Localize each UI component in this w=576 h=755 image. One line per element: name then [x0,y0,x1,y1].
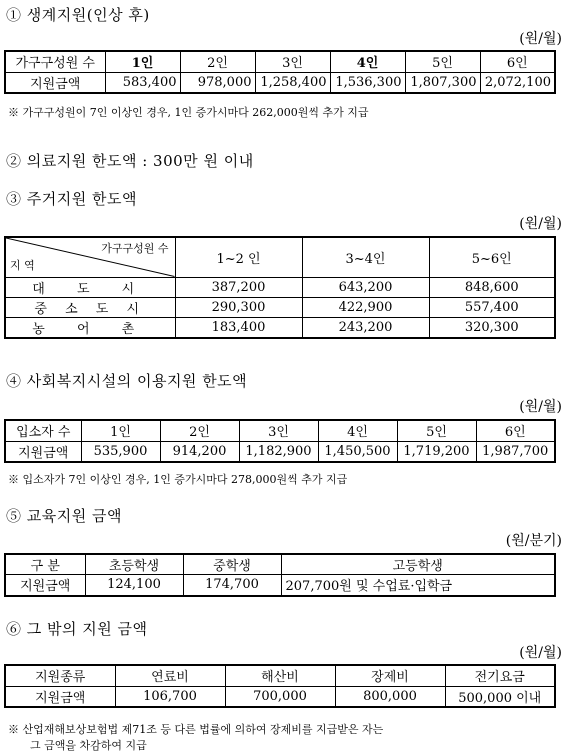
header-cell: 가구구성원 수 [5,51,105,72]
table-cell: 535,900 [81,441,160,462]
header-cell: 3인 [239,420,318,441]
section-2-title: ② 의료지원 한도액 : 300만 원 이내 [6,152,254,170]
header-cell: 입소자 수 [5,420,81,441]
education-table [4,553,556,597]
table-cell: 848,600 [429,277,555,297]
section-5-unit: (원/분기) [505,533,562,549]
section-1-note: ※ 가구구성원이 7인 이상인 경우, 1인 증가시마다 262,000원씩 추가 지급 [8,106,369,119]
table-cell: 1,987,700 [476,441,555,462]
housing-table [4,236,556,339]
header-cell: 1~2 인 [175,237,302,277]
header-cell: 장제비 [335,665,445,686]
table-cell: 320,300 [429,317,555,338]
section-6-title: ⑥ 그 밖의 지원 금액 [6,620,148,638]
header-cell: 5인 [397,420,476,441]
table-cell: 1,719,200 [397,441,476,462]
section-6-note-cont: 그 금액을 차감하여 지급 [30,739,147,752]
section-4-note: ※ 입소자가 7인 이상인 경우, 1인 증가시마다 278,000원씩 추가 지급 [8,473,348,486]
header-cell: 6인 [476,420,555,441]
header-cell: 2인 [160,420,239,441]
table-header-row [5,665,555,686]
header-cell: 1인 [81,420,160,441]
table-cell: 1,182,900 [239,441,318,462]
header-cell: 해산비 [225,665,335,686]
header-cell: 고등학생 [281,554,555,575]
table-cell: 800,000 [335,686,445,707]
welfare-facility-table [4,419,556,463]
table-cell: 583,400 [105,72,180,93]
section-3-unit: (원/월) [519,216,562,232]
table-header-row [5,237,555,277]
section-4-unit: (원/월) [519,399,562,415]
row-label: 지원금액 [5,72,105,93]
section-1-title: ① 생계지원(인상 후) [6,6,150,24]
table-cell: 1,450,500 [318,441,397,462]
table-row [5,575,555,596]
header-cell: 중학생 [183,554,281,575]
table-cell: 106,700 [115,686,225,707]
table-cell: 914,200 [160,441,239,462]
livelihood-table [4,50,556,94]
row-label: 지원금액 [5,686,115,707]
table-cell: 557,400 [429,297,555,317]
header-cell: 5~6인 [429,237,555,277]
row-label: 지원금액 [5,441,81,462]
corner-bottom-label: 지 역 [10,258,35,272]
table-cell: 500,000 이내 [445,686,555,707]
diagonal-header-cell [5,237,175,277]
table-row [5,441,555,462]
table-cell: 387,200 [175,277,302,297]
row-label: 지원금액 [5,575,85,596]
table-row [5,297,555,317]
row-label: 중 소 도 시 [5,297,175,317]
table-cell: 1,258,400 [255,72,330,93]
table-header-row [5,554,555,575]
table-cell: 1,807,300 [405,72,480,93]
header-cell: 2인 [180,51,255,72]
header-cell: 구 분 [5,554,85,575]
table-header-row [5,420,555,441]
table-header-row [5,51,555,72]
table-cell: 174,700 [183,575,281,596]
table-row [5,72,555,93]
section-5-title: ⑤ 교육지원 금액 [6,507,122,525]
header-cell: 3인 [255,51,330,72]
corner-top-label: 가구구성원 수 [101,242,169,255]
section-3-title: ③ 주거지원 한도액 [6,190,137,208]
table-cell: 643,200 [302,277,429,297]
header-cell: 5인 [405,51,480,72]
table-cell: 2,072,100 [480,72,555,93]
section-6-note: ※ 산업재해보상보험법 제71조 등 다른 법률에 의하여 장제비를 지급받은 자는 [8,723,384,736]
header-cell: 전기요금 [445,665,555,686]
header-cell: 6인 [480,51,555,72]
table-cell: 1,536,300 [330,72,405,93]
row-label: 대 도 시 [5,277,175,297]
section-4-title: ④ 사회복지시설의 이용지원 한도액 [6,372,248,390]
table-cell: 124,100 [85,575,183,596]
table-row [5,686,555,707]
header-cell: 초등학생 [85,554,183,575]
table-cell: 700,000 [225,686,335,707]
header-cell: 1인 [105,51,180,72]
table-cell: 422,900 [302,297,429,317]
header-cell: 4인 [330,51,405,72]
table-row [5,277,555,297]
section-1-unit: (원/월) [519,31,562,47]
table-cell: 978,000 [180,72,255,93]
header-cell: 연료비 [115,665,225,686]
header-cell: 지원종류 [5,665,115,686]
header-cell: 3~4인 [302,237,429,277]
row-label: 농 어 촌 [5,317,175,338]
header-cell: 4인 [318,420,397,441]
table-cell: 183,400 [175,317,302,338]
section-6-unit: (원/월) [519,645,562,661]
table-cell: 290,300 [175,297,302,317]
other-support-table [4,664,556,708]
table-cell: 243,200 [302,317,429,338]
table-row [5,317,555,338]
table-cell: 207,700원 및 수업료·입학금 [281,575,555,596]
